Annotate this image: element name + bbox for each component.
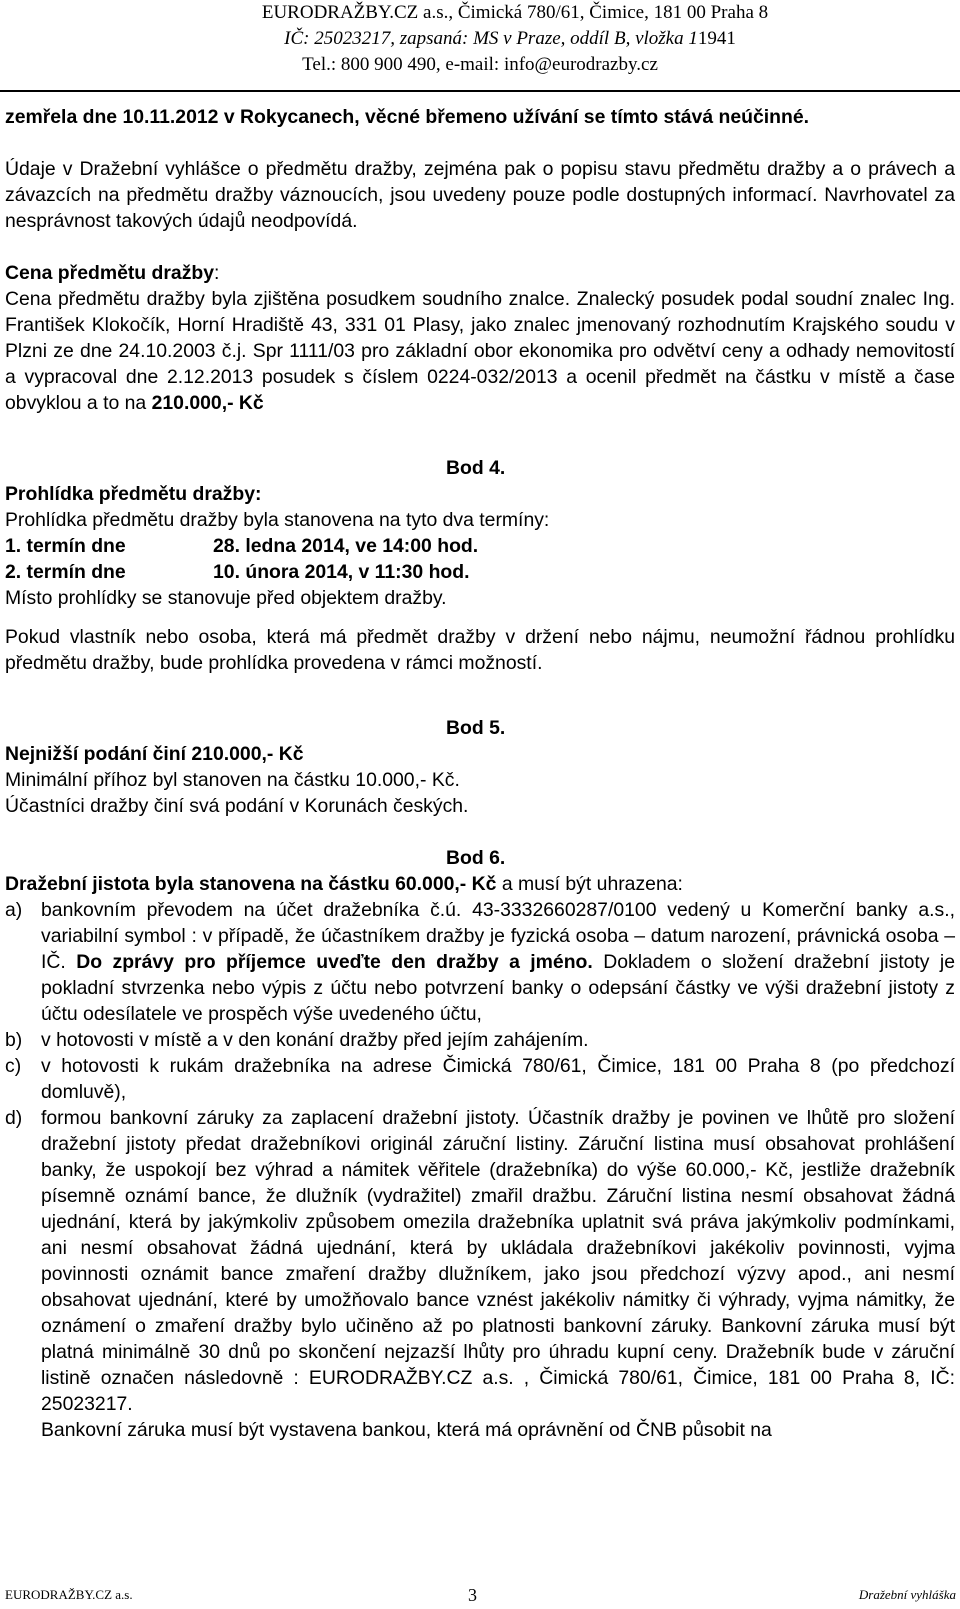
header-insert-number: 1941: [697, 28, 736, 49]
price-paragraph: Cena předmětu dražby byla zjištěna posudkem soudního znalce. Znalecký posudek podal soudní znalec Ing. František Klokočík, Horní Hradiště 43, 331 01 Plasy, jako znalec jmenovaný rozhodnutím Krajského soudu v Plzni ze dne 24.10.2003 č.j. Spr 1111/03 pro základní obor ekonomika pro odvětví ceny a odhady nemovitostí a vypracoval dne 2.12.2013 posudek s číslem 0224-032/2013 a ocenil předmět na částku v místě a čase obvyklou a to na 210.000,- Kč: [5, 288, 955, 414]
inspection-heading: Prohlídka předmětu dražby:: [5, 483, 262, 505]
document-body: [5, 104, 955, 1443]
deposit-option-b: b) v hotovosti v místě a v den konání dražby před jejím zahájením.: [5, 1029, 589, 1051]
deposit-option-a: a) bankovním převodem na účet dražebníka č.ú. 43-3332660287/0100 vedený u Komerční banky a.s., variabilní symbol : v případě, že účastníkem dražby je fyzická osoba – datum narození, právnická osoba – IČ. Do zprávy pro příjemce uveďte den dražby a jméno. Dokladem o složení dražební jistoty je pokladní stvrzenka nebo výpis z účtu nebo potvrzení banky o odepsání částky ve výši dražební jistoty z účtu odesílatele ve prospěch výše uvedeného účtu,: [5, 899, 955, 1025]
section-bod-4-label: Bod 4.: [446, 457, 506, 479]
header-registration: , zapsaná: MS v Praze, oddíl B, vložka 1: [390, 28, 698, 49]
header-registration-line: [60, 26, 960, 52]
price-amount: 210.000,- Kč: [151, 392, 264, 414]
section-bod-6-label: Bod 6.: [446, 847, 506, 869]
page-header: [0, 0, 960, 78]
page-footer: [0, 1581, 960, 1609]
deposit-option-d: d) formou bankovní záruky za zaplacení dražební jistoty. Účastník dražby je povinen ve lhůtě pro složení dražební jistoty předat dražebníkovi originál záruční listiny. Záruční listina musí obsahovat prohlášení banky, že uspokojí bez výhrad a námitek věřitele (dražebníka) do výše 60.000,- Kč, jestliže dražebník písemně oznámí bance, že dlužník (vydražitel) zmařil dražbu. Záruční listina nesmí obsahovat žádná ujednání, která by jakýmkoliv způsobem omezila dražebníka uplatnit svá práva jakýmkoliv podmínkami, ani nesmí obsahovat žádná ujednání, která by ukládala dražebníkovi jakékoliv povinnosti, vyjma povinnosti oznámit bance zmaření dražby dlužníkem, jako jsou předchozí výzvy apod., ani nesmí obsahovat ujednání, které by umožňovalo bance vznést jakékoliv námitky či výhrady, vyjma námitky, že oznámení o zmaření dražby bylo učiněno až po platnosti bankovní záruky. Bankovní záruka musí být platná minimálně 30 dnů po skončení nejzazší lhůty pro úhradu kupní ceny. Dražebník bude v záruční listině označen následovně : EURODRAŽBY.CZ a.s. , Čimická 780/61, Čimice, 181 00 Praha 8, IČ: 25023217.: [5, 1107, 955, 1415]
disclaimer-paragraph: Údaje v Dražební vyhlášce o předmětu dražby, zejména pak o popisu stavu předmětu dražby a o právech a závazcích na předmětu dražby váznoucích, jsou uvedeny pouze podle dostupných informací. Navrhovatel za nesprávnost takových údajů neodpovídá.: [5, 158, 955, 232]
lowest-bid-heading: Nejnižší podání činí 210.000,- Kč: [5, 743, 304, 765]
inspection-place: Místo prohlídky se stanovuje před objektem dražby.: [5, 587, 447, 609]
header-company-line: EURODRAŽBY.CZ a.s., Čimická 780/61, Čimice, 181 00 Praha 8: [261, 2, 769, 23]
footer-document-title: Dražební vyhláška: [858, 1587, 956, 1602]
section-bod-5-label: Bod 5.: [446, 717, 506, 739]
header-divider: [0, 90, 960, 92]
bid-currency-note: Účastníci dražby činí svá podání v Korunách českých.: [5, 795, 469, 817]
intro-bold-paragraph: zemřela dne 10.11.2012 v Rokycanech, věcné břemeno užívání se tímto stává neúčinné.: [5, 106, 810, 128]
deposit-option-c: c) v hotovosti k rukám dražebníka na adrese Čimická 780/61, Čimice, 181 00 Praha 8 (po předchozí domluvě),: [5, 1055, 955, 1103]
header-contact-line: Tel.: 800 900 490, e-mail: info@eurodrazby.cz: [302, 54, 658, 75]
footer-page-number: 3: [468, 1585, 477, 1605]
header-ic: IČ: 25023217: [284, 28, 391, 49]
footer-company: EURODRAŽBY.CZ a.s.: [5, 1587, 133, 1602]
inspection-note: Pokud vlastník nebo osoba, která má předmět dražby v držení nebo nájmu, neumožní řádnou prohlídku předmětu dražby, bude prohlídka provedena v rámci možností.: [5, 626, 955, 674]
inspection-term-2: 2. termín dne 10. února 2014, v 11:30 hod.: [5, 561, 470, 583]
inspection-intro: Prohlídka předmětu dražby byla stanovena na tyto dva termíny:: [5, 509, 550, 531]
minimum-increment: Minimální příhoz byl stanoven na částku 10.000,- Kč.: [5, 769, 460, 791]
price-heading: Cena předmětu dražby:: [5, 262, 220, 284]
deposit-heading: Dražební jistota byla stanovena na částku 60.000,- Kč a musí být uhrazena:: [5, 873, 683, 895]
deposit-continuation: Bankovní záruka musí být vystavena bankou, která má oprávnění od ČNB působit na: [41, 1419, 772, 1441]
inspection-term-1: 1. termín dne 28. ledna 2014, ve 14:00 hod.: [5, 535, 479, 557]
